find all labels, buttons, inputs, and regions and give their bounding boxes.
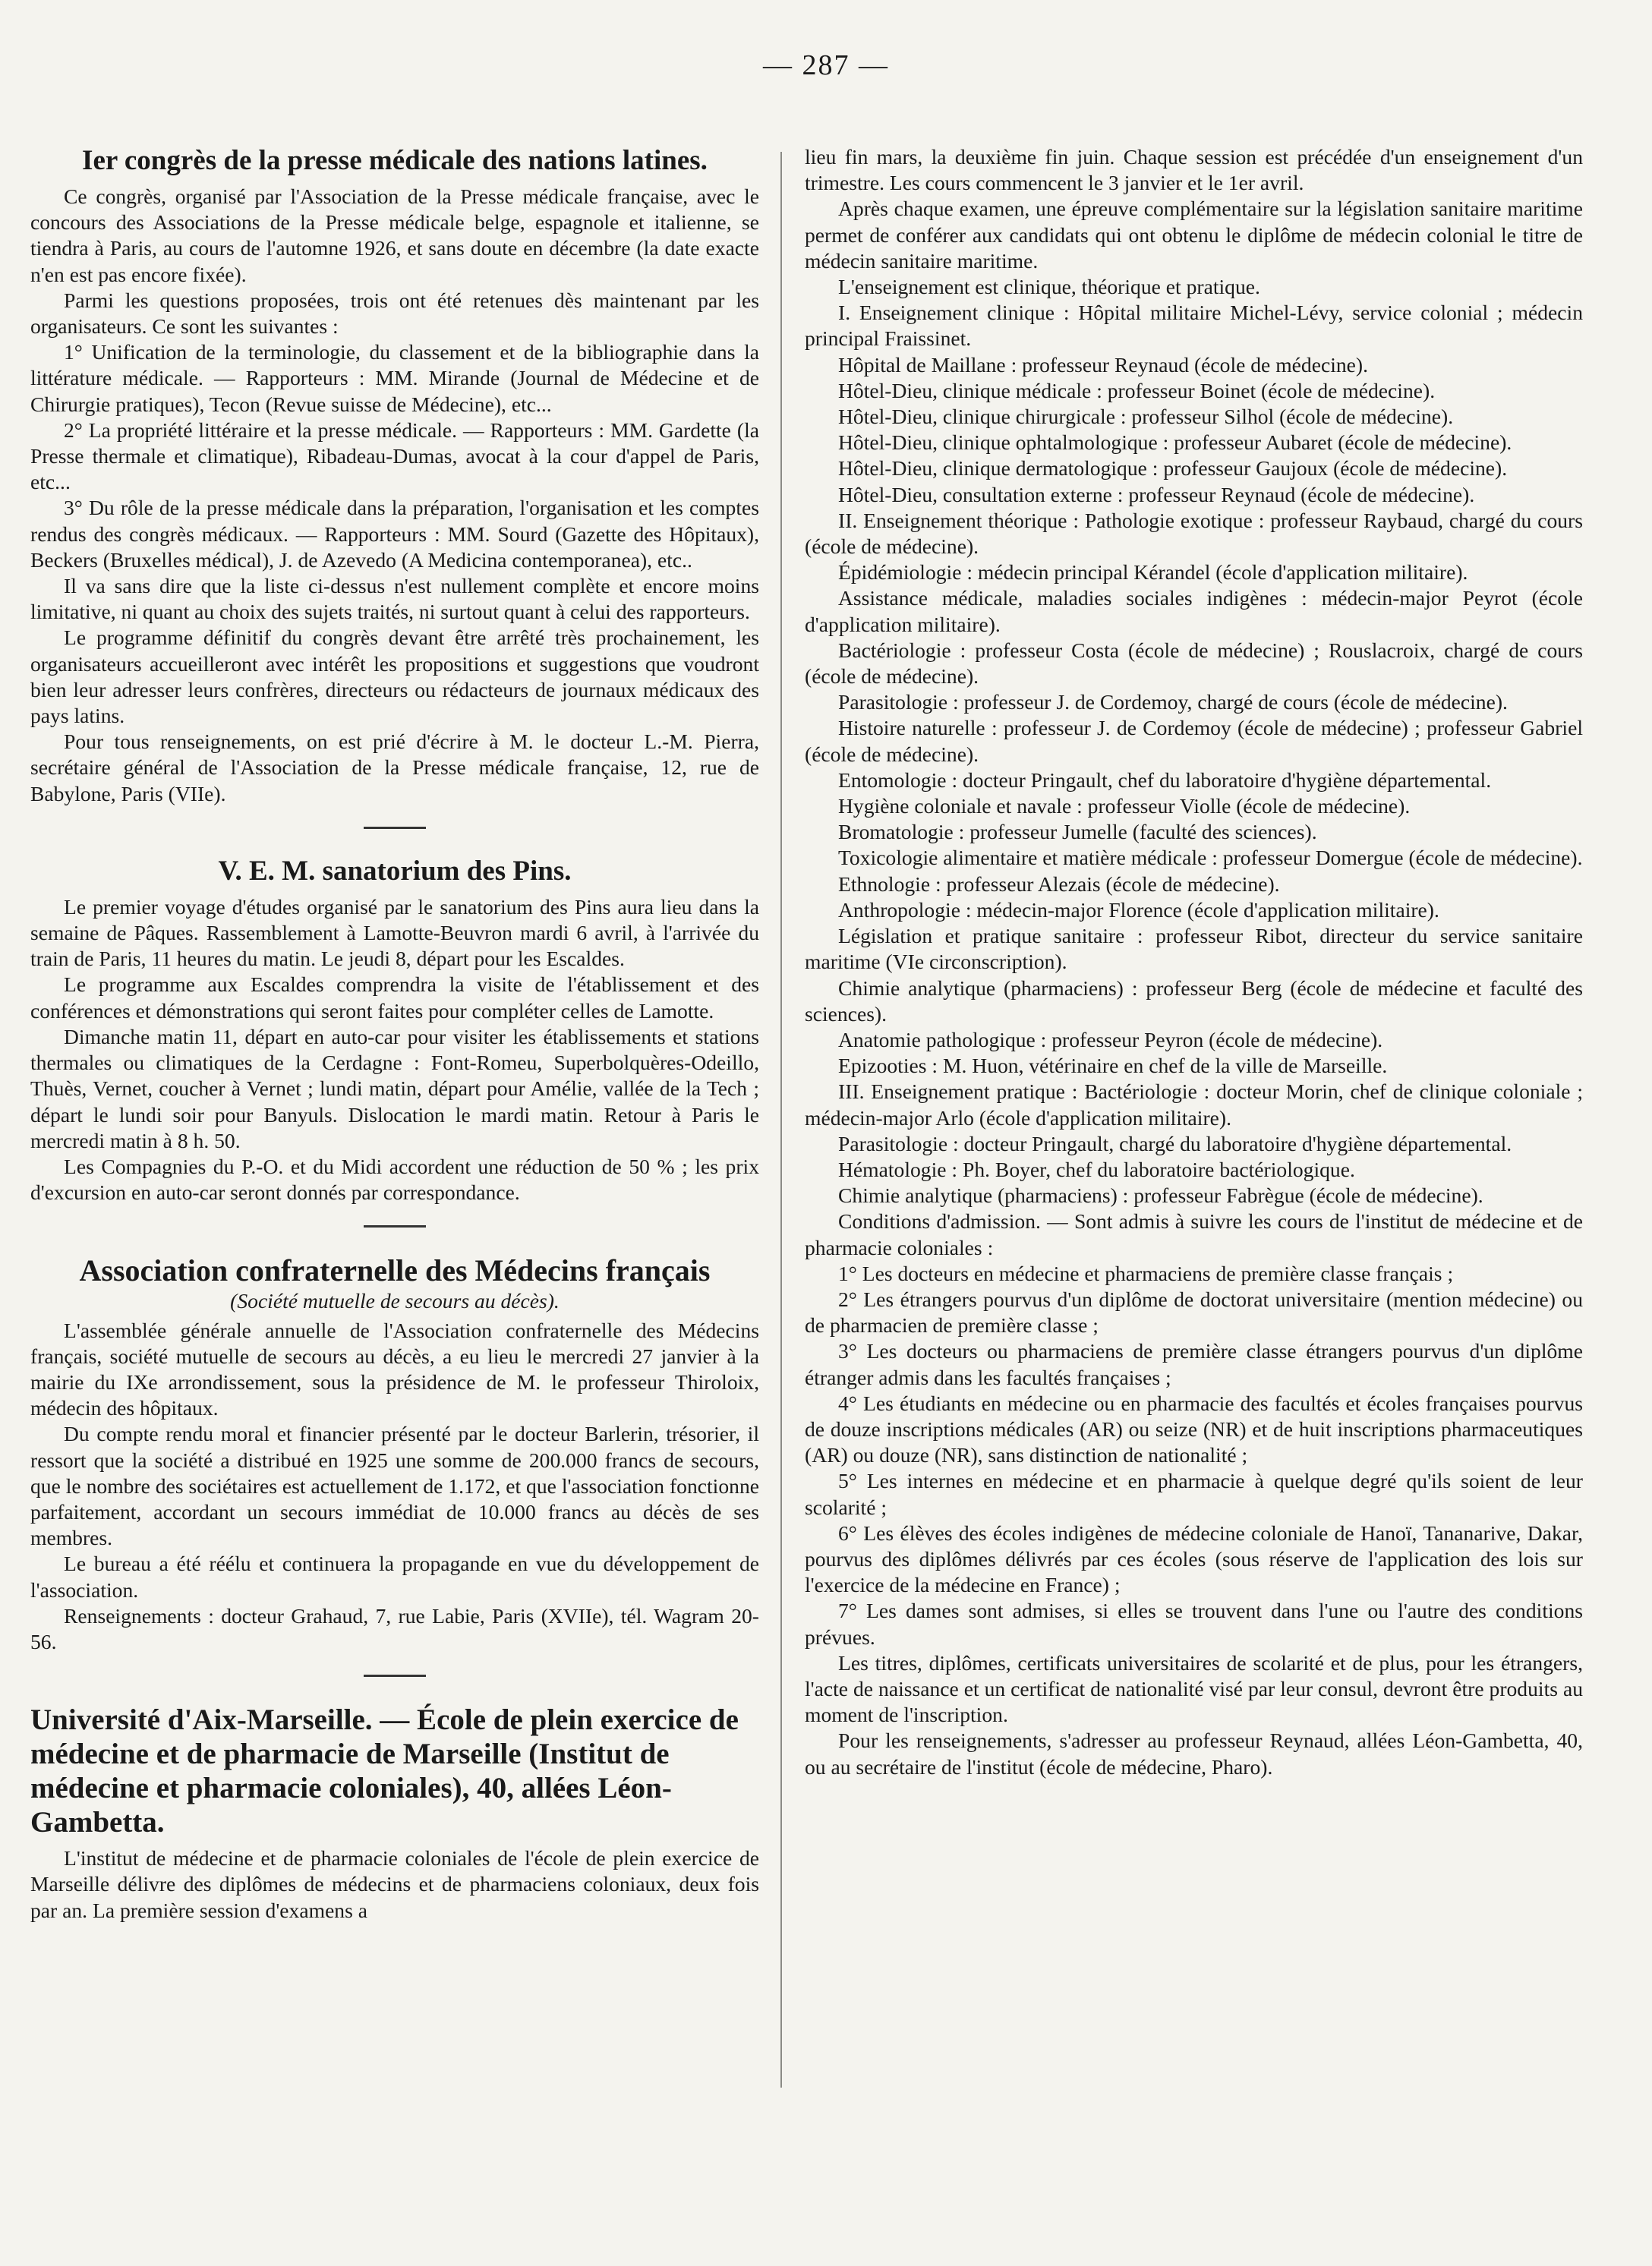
paragraph: Épidémiologie : médecin principal Kérandel (école d'application militaire). xyxy=(838,560,1468,585)
paragraph: Chimie analytique (pharmaciens) : professeur Fabrègue (école de médecine). xyxy=(838,1183,1483,1208)
section-separator xyxy=(364,1675,426,1677)
article-congres xyxy=(30,144,759,807)
paragraph: 4° Les étudiants en médecine ou en pharmacie des facultés et écoles françaises pourvus de douze inscriptions médicales (AR) ou seize (NR) et de huit inscriptions pharmaceutiques (AR) ou douze (NR), sans distinction de nationalité ; xyxy=(805,1391,1583,1467)
paragraph: Anatomie pathologique : professeur Peyron (école de médecine). xyxy=(838,1027,1383,1051)
paragraph: Le premier voyage d'études organisé par le sanatorium des Pins aura lieu dans la semaine de Pâques. Rassemblement à Lamotte-Beuvron mardi 6 avril, à l'arrivée du train de Paris, 11 heures du matin. Le jeudi 8, départ pour les Escaldes. xyxy=(30,894,759,971)
paragraph: Législation et pratique sanitaire : professeur Ribot, directeur du service sanitaire maritime (VIe circonscription). xyxy=(805,924,1583,974)
paragraph: Hôpital de Maillane : professeur Reynaud (école de médecine). xyxy=(838,352,1368,377)
paragraph: Anthropologie : médecin-major Florence (école d'application militaire). xyxy=(838,897,1439,922)
article-title: V. E. M. sanatorium des Pins. xyxy=(218,855,572,887)
paragraph: Hôtel-Dieu, clinique dermatologique : professeur Gaujoux (école de médecine). xyxy=(838,456,1508,481)
paragraph: Conditions d'admission. — Sont admis à suivre les cours de l'institut de médecine et de pharmacie coloniales : xyxy=(805,1209,1583,1259)
paragraph: II. Enseignement théorique : Pathologie exotique : professeur Raybaud, chargé du cours (école de médecine). xyxy=(805,508,1583,559)
paragraph: Entomologie : docteur Pringault, chef du laboratoire d'hygiène départemental. xyxy=(838,767,1492,792)
paragraph: Hygiène coloniale et navale : professeur Violle (école de médecine). xyxy=(838,794,1411,818)
paragraph: Hôtel-Dieu, clinique médicale : professeur Boinet (école de médecine). xyxy=(838,378,1436,402)
paragraph: Parasitologie : docteur Pringault, chargé du laboratoire d'hygiène départemental. xyxy=(838,1131,1512,1155)
article-universite xyxy=(30,1703,759,1924)
paragraph: Pour tous renseignements, on est prié d'écrire à M. le docteur L.-M. Pierra, secrétaire général de l'Association de la Presse médicale française, 12, rue de Babylone, Paris (VIIe). xyxy=(30,730,759,805)
section-separator xyxy=(364,827,426,829)
paragraph: Ethnologie : professeur Alezais (école de médecine). xyxy=(838,871,1280,896)
paragraph: Hôtel-Dieu, consultation externe : professeur Reynaud (école de médecine). xyxy=(838,482,1475,506)
paragraph: Pour les renseignements, s'adresser au professeur Reynaud, allées Léon-Gambetta, 40, ou au secrétaire de l'institut (école de médecine, Pharo). xyxy=(805,1729,1583,1779)
article-subtitle: (Société mutuelle de secours au décès). xyxy=(230,1289,560,1313)
paragraph: Hématologie : Ph. Boyer, chef du laboratoire bactériologique. xyxy=(838,1157,1355,1181)
paragraph: Les titres, diplômes, certificats universitaires de scolarité et de plus, pour les étrangers, l'acte de naissance et un certificat de nationalité visé par leur consul, devront être produits au moment de l'inscription. xyxy=(805,1650,1583,1727)
paragraph: I. Enseignement clinique : Hôpital militaire Michel-Lévy, service colonial ; médecin principal Fraissinet. xyxy=(805,301,1583,351)
paragraph: 3° Du rôle de la presse médicale dans la préparation, l'organisation et les comptes rendus des congrès médicaux. — Rapporteurs : MM. Sourd (Gazette des Hôpitaux), Beckers (Bruxelles médical), J. de Azevedo (A Medicina contemporanea), etc.. xyxy=(30,496,759,572)
paragraph: Renseignements : docteur Grahaud, 7, rue Labie, Paris (XVIIe), tél. Wagram 20-56. xyxy=(30,1603,759,1653)
paragraph: Epizooties : M. Huon, vétérinaire en chef de la ville de Marseille. xyxy=(838,1054,1388,1078)
paragraph: Assistance médicale, maladies sociales indigènes : médecin-major Peyrot (école d'application militaire). xyxy=(805,586,1583,636)
paragraph: Parasitologie : professeur J. de Cordemoy, chargé de cours (école de médecine). xyxy=(838,690,1508,714)
right-column xyxy=(805,144,1583,1780)
paragraph: Il va sans dire que la liste ci-dessus n'est nullement complète et encore moins limitative, ni quant au choix des sujets traités, ni surtout quant à celui des rapporteurs. xyxy=(30,574,759,624)
paragraph: Bromatologie : professeur Jumelle (faculté des sciences). xyxy=(838,820,1317,844)
article-title: Université d'Aix-Marseille. — École de plein exercice de médecine et de pharmacie de Marseille (Institut de médecine et pharmacie coloniales), 40, allées Léon-Gambetta. xyxy=(30,1703,739,1839)
paragraph: Chimie analytique (pharmaciens) : professeur Berg (école de médecine et faculté des sciences). xyxy=(805,975,1583,1026)
paragraph: Toxicologie alimentaire et matière médicale : professeur Domergue (école de médecine). xyxy=(838,846,1583,870)
paragraph: 6° Les élèves des écoles indigènes de médecine coloniale de Hanoï, Tananarive, Dakar, pourvus des diplômes délivrés par ces écoles (sous réserve de l'application des lois sur l'exercice de la médecine en France) ; xyxy=(805,1521,1583,1597)
paragraph: L'enseignement est clinique, théorique et pratique. xyxy=(838,275,1260,299)
paragraph: Après chaque examen, une épreuve complémentaire sur la législation sanitaire maritime permet de conférer aux candidats qui ont obtenu le diplôme de médecin colonial le titre de médecin sanitaire maritime. xyxy=(805,197,1583,273)
article-title: Ier congrès de la presse médicale des nations latines. xyxy=(82,145,708,176)
paragraph: Hôtel-Dieu, clinique ophtalmologique : professeur Aubaret (école de médecine). xyxy=(838,430,1512,455)
paragraph: L'assemblée générale annuelle de l'Association confraternelle des Médecins français, société mutuelle de secours au décès, a eu lieu le mercredi 27 janvier à la mairie du IXe arrondissement, sous la présidence de M. le professeur Thiroloix, médecin des hôpitaux. xyxy=(30,1318,759,1420)
left-column xyxy=(30,144,759,1924)
paragraph: III. Enseignement pratique : Bactériologie : docteur Morin, chef de clinique coloniale ; médecin-major Arlo (école d'application militaire). xyxy=(805,1079,1583,1130)
paragraph: Du compte rendu moral et financier présenté par le docteur Barlerin, trésorier, il ressort que la société a distribué en 1925 une somme de 200.000 francs de secours, que le nombre des sociétaires est actuellement de 1.172, et que l'association fonctionne parfaitement, accordant un secours immédiat de 10.000 francs au décès de ses membres. xyxy=(30,1422,759,1550)
article-vem xyxy=(30,855,759,1205)
paragraph: Ce congrès, organisé par l'Association de la Presse médicale française, avec le concours des Associations de la Presse médicale belge, espagnole et italienne, se tiendra à Paris, au cours de l'automne 1926, et sans doute en décembre (la date exacte n'en est pas encore fixée). xyxy=(30,184,759,286)
paragraph: Le bureau a été réélu et continuera la propagande en vue du développement de l'association. xyxy=(30,1552,759,1602)
paragraph: 1° Unification de la terminologie, du classement et de la bibliographie dans la littérature médicale. — Rapporteurs : MM. Mirande (Journal de Médecine et de Chirurgie pratiques), Tecon (Revue suisse de Médecine), etc... xyxy=(30,340,759,416)
paragraph: Dimanche matin 11, départ en auto-car pour visiter les établissements et stations thermales ou climatiques de la Cerdagne : Font-Romeu, Superbolquères-Odeillo, Thuès, Vernet, coucher à Vernet ; lundi matin, départ pour Amélie, vallée de la Tech ; départ le lundi soir pour Banyuls. Dislocation le mardi matin. Retour à Paris le mercredi matin à 8 h. 50. xyxy=(30,1024,759,1152)
page-number: — 287 — xyxy=(763,49,889,81)
paragraph: lieu fin mars, la deuxième fin juin. Chaque session est précédée d'un enseignement d'un trimestre. Les cours commencent le 3 janvier et le 1er avril. xyxy=(805,145,1583,195)
paragraph: 2° Les étrangers pourvus d'un diplôme de doctorat universitaire (mention médecine) ou de pharmacien de première classe ; xyxy=(805,1287,1583,1338)
paragraph: L'institut de médecine et de pharmacie coloniales de l'école de plein exercice de Marseille délivre des diplômes de médecins et de pharmaciens coloniaux, deux fois par an. La première session d'examens a xyxy=(30,1846,759,1922)
paragraph: 1° Les docteurs en médecine et pharmaciens de première classe français ; xyxy=(838,1261,1454,1285)
paragraph: Hôtel-Dieu, clinique chirurgicale : professeur Silhol (école de médecine). xyxy=(838,405,1454,429)
paragraph: 2° La propriété littéraire et la presse médicale. — Rapporteurs : MM. Gardette (la Presse thermale et climatique), Ribadeau-Dumas, avocat à la cour d'appel de Paris, etc... xyxy=(30,418,759,494)
article-association xyxy=(30,1253,759,1655)
paragraph: 3° Les docteurs ou pharmaciens de première classe étrangers pourvus d'un diplôme étranger admis dans les facultés françaises ; xyxy=(805,1339,1583,1389)
paragraph: Bactériologie : professeur Costa (école de médecine) ; Rouslacroix, chargé de cours (école de médecine). xyxy=(805,638,1583,689)
article-title: Association confraternelle des Médecins français xyxy=(79,1253,711,1288)
column-divider xyxy=(780,152,782,2088)
section-separator xyxy=(364,1225,426,1228)
paragraph: Le programme aux Escaldes comprendra la visite de l'établissement et des conférences et démonstrations qui seront faites pour compléter celles de Lamotte. xyxy=(30,972,759,1023)
paragraph: Les Compagnies du P.-O. et du Midi accordent une réduction de 50 % ; les prix d'excursion en auto-car seront donnés par correspondance. xyxy=(30,1154,759,1205)
paragraph: Le programme définitif du congrès devant être arrêté très prochainement, les organisateurs accueilleront avec intérêt les propositions et suggestions que voudront bien leur adresser leurs confrères, directeurs ou rédacteurs de journaux médicaux des pays latins. xyxy=(30,626,759,728)
paragraph: 7° Les dames sont admises, si elles se trouvent dans l'une ou l'autre des conditions prévues. xyxy=(805,1599,1583,1649)
paragraph: 5° Les internes en médecine et en pharmacie à quelque degré qu'ils soient de leur scolarité ; xyxy=(805,1469,1583,1519)
paragraph: Parmi les questions proposées, trois ont été retenues dès maintenant par les organisateurs. Ce sont les suivantes : xyxy=(30,288,759,339)
paragraph: Histoire naturelle : professeur J. de Cordemoy (école de médecine) ; professeur Gabriel (école de médecine). xyxy=(805,716,1583,766)
